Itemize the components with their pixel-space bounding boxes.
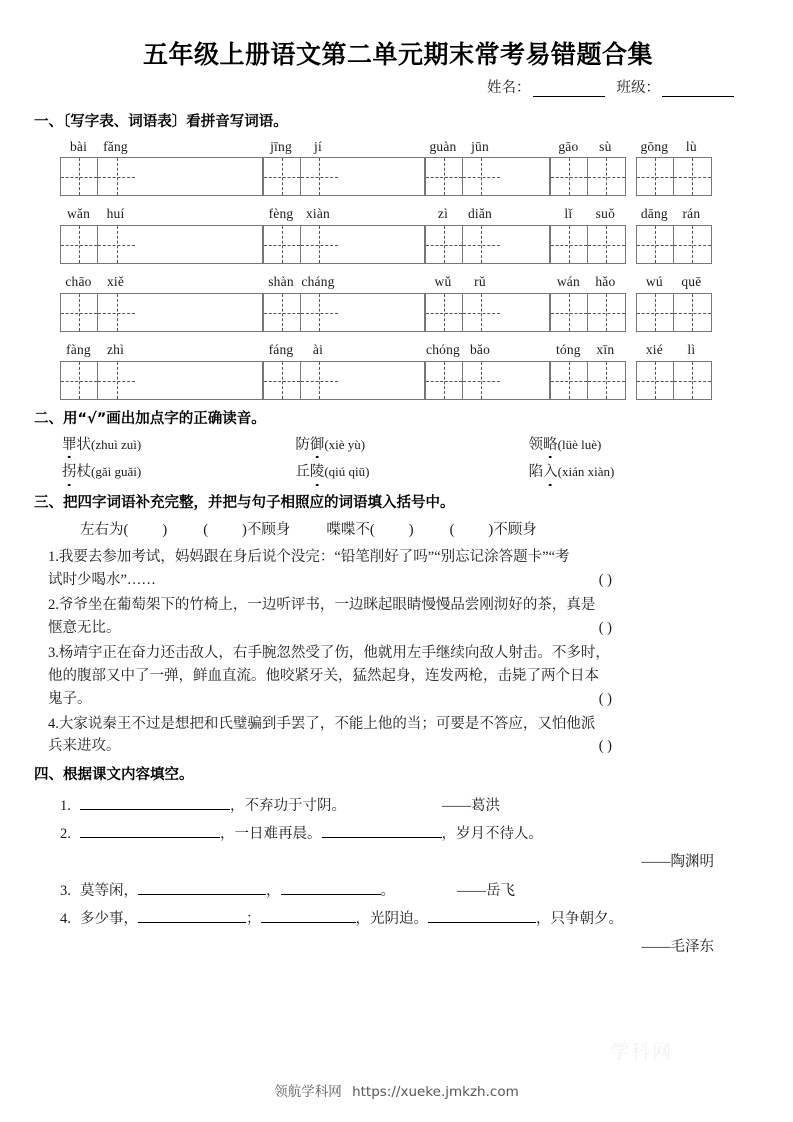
fill-item-2-number: 2. xyxy=(60,826,71,843)
tianzige-cell[interactable] xyxy=(588,294,625,331)
tianzige-cell[interactable] xyxy=(61,226,98,263)
pinyin-word-group xyxy=(60,274,263,332)
fill-item-2-text-end: ，岁月不待人。 xyxy=(441,826,543,843)
fill-item-3-blank-1[interactable] xyxy=(138,880,266,895)
tianzige-cell[interactable] xyxy=(61,158,98,195)
fill-item-1-blank-1[interactable] xyxy=(80,795,230,810)
question-number: 3. xyxy=(48,644,59,661)
pinyin-word-group xyxy=(425,274,550,332)
question-line xyxy=(48,594,762,617)
idiom-prefix: 左右为 xyxy=(80,521,124,538)
sentence-question xyxy=(34,594,762,640)
fill-item-4-blank-1[interactable] xyxy=(138,908,246,923)
pinyin-word-group xyxy=(60,342,263,400)
pinyin-label xyxy=(263,139,425,156)
pinyin-syllable: wǎn xyxy=(66,206,91,222)
fill-item-2 xyxy=(60,820,762,848)
pinyin-syllable: jí xyxy=(314,138,322,154)
tianzige-cell[interactable] xyxy=(588,158,625,195)
name-field[interactable] xyxy=(487,76,605,97)
pinyin-syllable: diǎn xyxy=(467,206,493,222)
tianzige-cell[interactable] xyxy=(463,294,500,331)
fill-item-1-attribution: ——葛洪 xyxy=(442,797,500,814)
pinyin-group-pair xyxy=(550,342,762,400)
question-line-with-answer xyxy=(48,569,762,592)
idiom-suffix: 不顾身 xyxy=(493,521,537,538)
fill-item-1-text: ，不弃功于寸阴。 xyxy=(230,797,346,814)
dotted-char: 罪 xyxy=(62,436,77,453)
pinyin-word-group xyxy=(425,139,550,197)
question-line xyxy=(48,546,762,569)
pinyin-syllable: chóng xyxy=(426,342,460,358)
fill-item-1 xyxy=(60,792,762,820)
word-char: 状 xyxy=(76,436,91,453)
pinyin-column xyxy=(60,139,263,197)
pinyin-label xyxy=(60,139,263,156)
fill-item-3 xyxy=(60,877,762,905)
word-char: 防 xyxy=(295,436,310,453)
pronunciation-item[interactable] xyxy=(295,463,528,482)
pinyin-syllable: lǐ xyxy=(564,206,573,222)
tianzige-grid[interactable] xyxy=(550,225,626,264)
tianzige-cell[interactable] xyxy=(264,294,301,331)
tianzige-cell[interactable] xyxy=(674,294,711,331)
pinyin-syllable: cháng xyxy=(301,274,335,290)
fill-item-4-number: 4. xyxy=(60,910,71,927)
tianzige-cell[interactable] xyxy=(426,294,463,331)
pronunciation-item[interactable] xyxy=(529,463,762,482)
tianzige-cell[interactable] xyxy=(551,226,588,263)
pinyin-syllable: jīng xyxy=(270,138,292,154)
pinyin-syllable: zhì xyxy=(106,342,125,358)
pinyin-column xyxy=(60,206,263,264)
pinyin-syllable: tóng xyxy=(555,342,581,358)
pronunciation-item[interactable] xyxy=(529,436,762,455)
tianzige-grid[interactable] xyxy=(263,225,425,264)
class-field[interactable] xyxy=(617,76,735,97)
pinyin-group-pair xyxy=(550,274,762,332)
pinyin-label xyxy=(425,206,550,223)
word-char: 领 xyxy=(528,436,544,453)
pinyin-word-group xyxy=(550,139,626,197)
word-char: 杖 xyxy=(76,464,91,481)
pronunciation-row xyxy=(62,436,762,455)
tianzige-cell[interactable] xyxy=(98,158,135,195)
pinyin-column xyxy=(550,139,762,197)
question-number: 4. xyxy=(48,715,59,732)
idiom-item[interactable] xyxy=(203,520,290,540)
answer-paren[interactable]: ( ) xyxy=(598,619,612,636)
class-label: 班级： xyxy=(616,80,660,96)
pinyin-word-group xyxy=(636,139,712,197)
tianzige-cell[interactable] xyxy=(588,226,625,263)
pinyin-word-group xyxy=(550,342,626,400)
question-text: 爷爷坐在葡萄架下的竹椅上，一边听评书，一边眯起眼睛慢慢品尝刚沏好的茶，真是 xyxy=(58,596,596,613)
tianzige-grid[interactable] xyxy=(60,225,263,264)
tianzige-cell[interactable] xyxy=(637,158,674,195)
question-line xyxy=(48,642,762,665)
tianzige-grid[interactable] xyxy=(263,157,425,196)
pinyin-label xyxy=(550,206,626,223)
pinyin-word-group xyxy=(550,274,626,332)
fill-item-3-number: 3. xyxy=(60,882,71,899)
pronunciation-item[interactable] xyxy=(62,463,295,482)
pinyin-syllable: bài xyxy=(69,138,88,154)
page-title: 五年级上册语文第二单元期末常考易错题合集 xyxy=(142,40,653,69)
pinyin-column xyxy=(550,274,762,332)
question-text: 兵来进攻。 xyxy=(48,738,121,755)
pinyin-label xyxy=(263,274,425,291)
background-watermark: 学科网 xyxy=(609,1041,673,1063)
tianzige-grid[interactable] xyxy=(425,225,550,264)
tianzige-grid[interactable] xyxy=(550,157,626,196)
idiom-prefix: 喋喋不 xyxy=(326,521,370,538)
pinyin-column xyxy=(60,274,263,332)
tianzige-cell[interactable] xyxy=(61,362,98,399)
pinyin-word-group xyxy=(263,342,425,400)
pinyin-label xyxy=(425,342,550,359)
idiom-blank-paren[interactable]: ( ) xyxy=(369,521,414,538)
tianzige-grid[interactable] xyxy=(550,361,626,400)
tianzige-cell[interactable] xyxy=(674,362,711,399)
pinyin-column xyxy=(60,342,263,400)
tianzige-cell[interactable] xyxy=(301,294,338,331)
tianzige-cell[interactable] xyxy=(264,226,301,263)
pinyin-column xyxy=(425,274,550,332)
fill-item-2-blank-2[interactable] xyxy=(322,823,442,838)
question-number: 2. xyxy=(48,596,59,613)
pinyin-syllable: sù xyxy=(599,138,612,154)
pinyin-column xyxy=(263,139,425,197)
tianzige-cell[interactable] xyxy=(463,362,500,399)
pinyin-label xyxy=(636,206,712,223)
tianzige-cell[interactable] xyxy=(426,362,463,399)
pinyin-row xyxy=(34,139,762,197)
tianzige-cell[interactable] xyxy=(301,158,338,195)
pinyin-syllable: xiàn xyxy=(305,206,331,222)
tianzige-cell[interactable] xyxy=(551,158,588,195)
sentence-question xyxy=(34,546,762,592)
answer-paren[interactable]: ( ) xyxy=(598,572,612,589)
tianzige-grid[interactable] xyxy=(425,157,550,196)
pinyin-syllable: xiě xyxy=(106,274,125,290)
answer-paren[interactable]: ( ) xyxy=(598,690,612,707)
tianzige-grid[interactable] xyxy=(60,293,263,332)
tianzige-cell[interactable] xyxy=(637,294,674,331)
tianzige-cell[interactable] xyxy=(98,362,135,399)
pinyin-syllable: wǔ xyxy=(434,274,452,290)
tianzige-cell[interactable] xyxy=(588,362,625,399)
tianzige-cell[interactable] xyxy=(98,294,135,331)
footer-site-name: 领航学科网 xyxy=(274,1084,342,1100)
dotted-char: 陵 xyxy=(309,464,325,481)
pinyin-row xyxy=(34,342,762,400)
idiom-suffix: 不顾身 xyxy=(246,521,291,538)
tianzige-grid[interactable] xyxy=(425,361,550,400)
pinyin-word-group xyxy=(636,206,712,264)
pinyin-syllable: xié xyxy=(645,342,663,358)
pinyin-column xyxy=(263,274,425,332)
tianzige-grid[interactable] xyxy=(636,293,712,332)
tianzige-grid[interactable] xyxy=(60,157,263,196)
question-line-with-answer xyxy=(48,688,762,711)
pinyin-label xyxy=(550,342,626,359)
fill-item-2-blank-1[interactable] xyxy=(80,823,220,838)
tianzige-grid[interactable] xyxy=(263,361,425,400)
pronunciation-options[interactable]: (qiú qiū) xyxy=(324,464,370,480)
question-text: 鬼子。 xyxy=(48,690,92,707)
tianzige-cell[interactable] xyxy=(674,158,711,195)
pinyin-word-group xyxy=(60,139,263,197)
dotted-char: 略 xyxy=(543,436,558,453)
pinyin-word-group xyxy=(636,342,712,400)
tianzige-cell[interactable] xyxy=(674,226,711,263)
recitation-fill-list xyxy=(34,792,762,962)
pinyin-syllable: rán xyxy=(682,206,701,222)
tianzige-cell[interactable] xyxy=(551,294,588,331)
tianzige-cell[interactable] xyxy=(98,226,135,263)
pinyin-column xyxy=(425,139,550,197)
fill-item-3-attribution: ——岳飞 xyxy=(457,882,515,899)
tianzige-grid[interactable] xyxy=(425,293,550,332)
pronunciation-choice-list xyxy=(34,436,762,483)
pinyin-syllable: chāo xyxy=(65,274,92,290)
dotted-char: 御 xyxy=(309,436,325,453)
fill-item-3-mid: ， xyxy=(266,882,281,899)
fill-item-4-end: ，只争朝夕。 xyxy=(536,910,623,927)
fill-item-1-number: 1. xyxy=(60,797,71,814)
pinyin-grid-rows xyxy=(34,139,762,401)
pinyin-word-group xyxy=(425,342,550,400)
question-line xyxy=(48,713,762,736)
pinyin-syllable: lù xyxy=(685,138,697,154)
question-text: 我要去参加考试，妈妈跟在身后说个没完：“铅笔削好了吗”“别忘记涂答题卡”“考 xyxy=(58,549,570,566)
pinyin-column xyxy=(550,342,762,400)
idiom-item[interactable] xyxy=(326,520,413,540)
pinyin-syllable: fèng xyxy=(268,206,294,222)
sentence-question xyxy=(34,713,762,759)
word-char: 陷 xyxy=(528,464,544,481)
question-text: 大家说秦王不过是想把和氏璧骗到手罢了，不能上他的当；可要是不答应，又怕他派 xyxy=(58,715,596,732)
class-input-rule[interactable] xyxy=(662,83,734,97)
pinyin-label xyxy=(636,342,712,359)
pinyin-syllable: fàng xyxy=(66,342,91,358)
fill-item-4-lead: 多少事， xyxy=(80,910,138,927)
pinyin-syllable: bǎo xyxy=(469,342,491,358)
tianzige-cell[interactable] xyxy=(637,362,674,399)
tianzige-cell[interactable] xyxy=(301,226,338,263)
tianzige-cell[interactable] xyxy=(61,294,98,331)
section-2-heading: 二、用“√”画出加点字的正确读音。 xyxy=(34,411,266,428)
dotted-char: 入 xyxy=(543,464,558,481)
pinyin-group-pair xyxy=(550,206,762,264)
fill-item-3-blank-2[interactable] xyxy=(281,880,381,895)
section-4-heading: 四、根据课文内容填空。 xyxy=(34,767,194,784)
pinyin-syllable: gāo xyxy=(558,138,579,154)
pinyin-row xyxy=(34,206,762,264)
idiom-blank-row xyxy=(34,520,762,540)
pinyin-syllable: wán xyxy=(556,274,580,290)
footer-url: https://xueke.jmkzh.com xyxy=(352,1084,519,1100)
pinyin-column xyxy=(550,206,762,264)
pinyin-syllable: gōng xyxy=(640,138,669,154)
tianzige-cell[interactable] xyxy=(551,362,588,399)
tianzige-grid[interactable] xyxy=(60,361,263,400)
pinyin-column xyxy=(263,206,425,264)
pinyin-label xyxy=(60,342,263,359)
name-input-rule[interactable] xyxy=(533,83,605,97)
pinyin-label xyxy=(550,139,626,156)
pinyin-word-group xyxy=(636,274,712,332)
idiom-blank-paren[interactable]: ( ) xyxy=(203,521,247,538)
pinyin-syllable: guàn xyxy=(429,138,457,154)
pronunciation-options[interactable]: (zhuì zuì) xyxy=(91,436,142,452)
worksheet-content xyxy=(34,40,762,961)
fill-item-2-text-mid: ，一日难再晨。 xyxy=(220,826,322,843)
tianzige-cell[interactable] xyxy=(264,158,301,195)
tianzige-cell[interactable] xyxy=(426,226,463,263)
tianzige-grid[interactable] xyxy=(636,225,712,264)
fill-item-4-mid-1: ； xyxy=(246,910,261,927)
pinyin-syllable: fǎng xyxy=(103,138,128,154)
pinyin-word-group xyxy=(263,274,425,332)
pronunciation-options[interactable]: (xián xiàn) xyxy=(557,464,615,480)
pinyin-syllable: wú xyxy=(645,274,663,290)
question-line: 他的腹部又中了一弹，鲜血直流。他咬紧牙关，猛然起身，连发两枪，击毙了两个日本 xyxy=(48,667,599,684)
pinyin-syllable: xīn xyxy=(596,342,615,358)
tianzige-cell[interactable] xyxy=(637,226,674,263)
pinyin-label xyxy=(60,206,263,223)
tianzige-cell[interactable] xyxy=(463,226,500,263)
question-text: 试时少喝水”…… xyxy=(48,572,156,589)
word-char: 丘 xyxy=(295,464,310,481)
pinyin-label xyxy=(550,274,626,291)
sentence-question-list xyxy=(34,546,762,758)
tianzige-cell[interactable] xyxy=(463,158,500,195)
pinyin-row xyxy=(34,274,762,332)
pinyin-syllable: fáng xyxy=(268,342,294,358)
pinyin-word-group xyxy=(263,206,425,264)
pinyin-syllable: suǒ xyxy=(595,206,616,222)
pinyin-syllable: lì xyxy=(687,342,696,358)
pinyin-syllable: jūn xyxy=(471,138,489,154)
pinyin-group-pair xyxy=(550,139,762,197)
fill-item-3-end: 。 xyxy=(380,882,395,899)
pronunciation-options[interactable]: (lüè luè) xyxy=(557,436,602,452)
fill-item-4-attribution: ——毛泽东 xyxy=(641,939,714,956)
pinyin-label xyxy=(636,274,712,291)
fill-item-2-attribution: ——陶渊明 xyxy=(641,854,714,871)
pinyin-word-group xyxy=(550,206,626,264)
section-3-heading: 三、把四字词语补充完整，并把与句子相照应的词语填入括号中。 xyxy=(34,495,455,512)
question-text: 杨靖宇正在奋力还击敌人，右手腕忽然受了伤，他就用左手继续向敌人射击。不多时， xyxy=(58,644,610,661)
pinyin-syllable: dāng xyxy=(640,206,668,222)
pinyin-label xyxy=(263,342,425,359)
pronunciation-item[interactable] xyxy=(295,436,528,455)
pinyin-column xyxy=(425,342,550,400)
name-label: 姓名： xyxy=(487,80,531,96)
sentence-question xyxy=(34,642,762,711)
pinyin-syllable: shàn xyxy=(268,274,294,290)
pronunciation-item[interactable] xyxy=(62,436,295,455)
fill-item-3-lead: 莫等闲， xyxy=(80,882,138,899)
pinyin-column xyxy=(263,342,425,400)
pinyin-syllable: hǎo xyxy=(595,274,616,290)
idiom-blank-paren[interactable]: ( ) xyxy=(449,521,494,538)
pronunciation-options[interactable]: (xiè yù) xyxy=(324,436,366,452)
pronunciation-row xyxy=(62,463,762,482)
fill-item-4 xyxy=(60,905,762,933)
pinyin-syllable: quē xyxy=(681,274,702,290)
fill-item-4-blank-3[interactable] xyxy=(428,908,536,923)
question-number: 1. xyxy=(48,549,59,566)
section-1-heading: 一、〔写字表、词语表〕看拼音写词语。 xyxy=(34,114,288,130)
pinyin-column xyxy=(425,206,550,264)
tianzige-grid[interactable] xyxy=(636,157,712,196)
fill-item-4-blank-2[interactable] xyxy=(261,908,356,923)
question-line-with-answer xyxy=(48,735,762,758)
idiom-item[interactable] xyxy=(450,520,537,540)
pinyin-word-group xyxy=(60,206,263,264)
pinyin-label xyxy=(425,274,550,291)
pinyin-word-group xyxy=(425,206,550,264)
pinyin-label xyxy=(425,139,550,156)
fill-item-4-mid-2: ，光阴迫。 xyxy=(355,910,428,927)
dotted-char: 拐 xyxy=(62,464,77,481)
answer-paren[interactable]: ( ) xyxy=(598,738,612,755)
pinyin-label xyxy=(636,139,712,156)
pinyin-label xyxy=(263,206,425,223)
tianzige-grid[interactable] xyxy=(550,293,626,332)
idiom-item[interactable] xyxy=(80,520,167,540)
pinyin-label xyxy=(60,274,263,291)
pinyin-syllable: huí xyxy=(106,206,125,222)
pinyin-word-group xyxy=(263,139,425,197)
pinyin-syllable: rǔ xyxy=(474,274,486,290)
tianzige-grid[interactable] xyxy=(263,293,425,332)
question-line-with-answer xyxy=(48,617,762,640)
pinyin-syllable: ài xyxy=(312,342,324,358)
pronunciation-options[interactable]: (gǎi guǎi) xyxy=(91,464,142,480)
idiom-blank-paren[interactable]: ( ) xyxy=(123,521,168,538)
tianzige-cell[interactable] xyxy=(301,362,338,399)
student-id-line xyxy=(34,76,762,97)
tianzige-cell[interactable] xyxy=(264,362,301,399)
tianzige-cell[interactable] xyxy=(426,158,463,195)
tianzige-grid[interactable] xyxy=(636,361,712,400)
footer xyxy=(0,1080,793,1100)
pinyin-syllable: zì xyxy=(437,206,449,222)
question-text: 惬意无比。 xyxy=(48,619,121,636)
